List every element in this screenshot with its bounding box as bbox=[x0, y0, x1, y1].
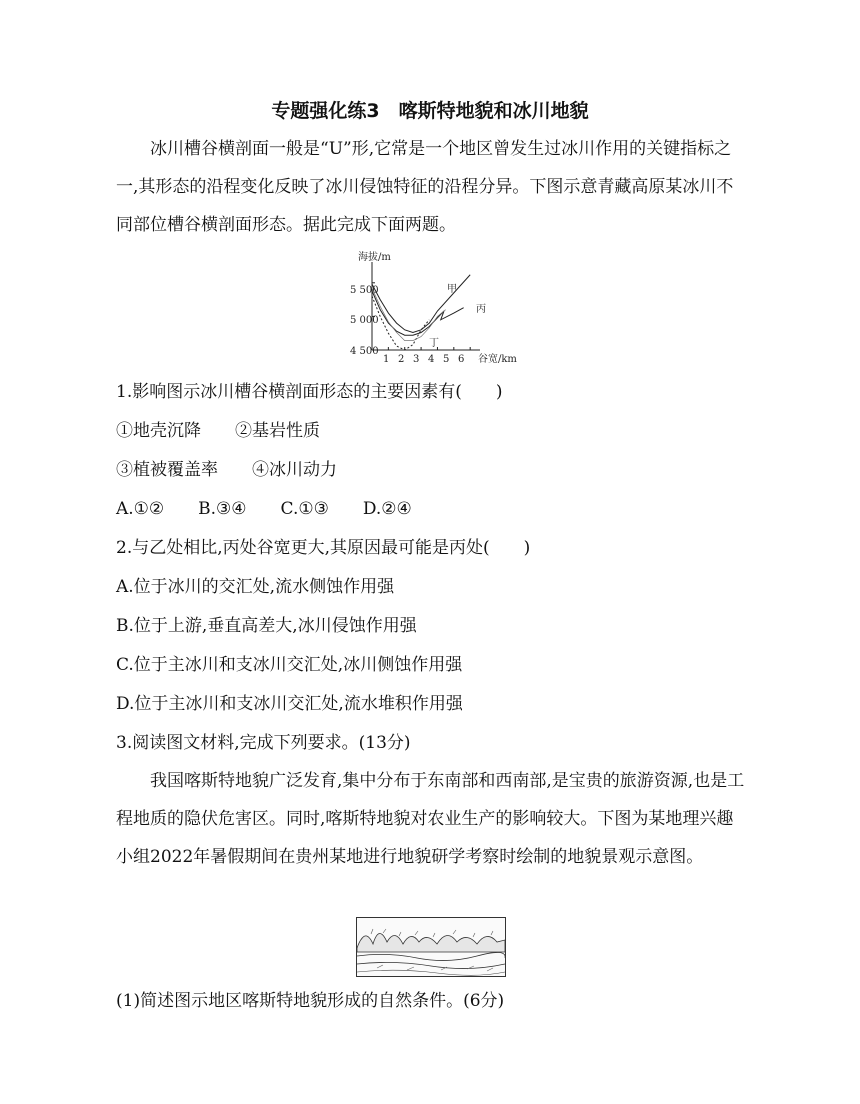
x-tick-label: 6 bbox=[458, 354, 465, 365]
question-1-items: ①地壳沉降 ②基岩性质 bbox=[116, 421, 320, 441]
page-title: 专题强化练3 喀斯特地貌和冰川地貌 bbox=[271, 100, 589, 122]
valley-profile-chart bbox=[350, 248, 540, 368]
series-label-bing: 丙 bbox=[476, 304, 486, 315]
x-axis-label: 谷宽/km bbox=[478, 354, 517, 365]
question-1-stem: 1.影响图示冰川槽谷横剖面形态的主要因素有( ) bbox=[116, 382, 503, 402]
question-3-sub-1: (1)简述图示地区喀斯特地貌形成的自然条件。(6分) bbox=[116, 991, 505, 1011]
y-axis-label: 海拔/m bbox=[358, 252, 391, 263]
question-2-option-a: A.位于冰川的交汇处,流水侧蚀作用强 bbox=[116, 577, 395, 597]
x-tick-label: 1 bbox=[383, 354, 390, 365]
question-2-option-b: B.位于上游,垂直高差大,冰川侵蚀作用强 bbox=[116, 616, 417, 636]
series-line-2 bbox=[372, 296, 429, 350]
y-tick-label: 5 500 bbox=[350, 285, 379, 296]
question-1-items: ③植被覆盖率 ④冰川动力 bbox=[116, 460, 337, 480]
question-2-option-c: C.位于主冰川和支冰川交汇处,冰川侧蚀作用强 bbox=[116, 655, 463, 675]
series-label-jia: 甲 bbox=[447, 284, 457, 295]
series-label-ding: 丁 bbox=[429, 338, 439, 349]
karst-landscape-sketch bbox=[356, 917, 506, 977]
x-tick-label: 3 bbox=[413, 354, 420, 365]
y-tick-label: 5 000 bbox=[350, 315, 379, 326]
x-tick-label: 4 bbox=[428, 354, 435, 365]
question-3-stem: 3.阅读图文材料,完成下列要求。(13分) bbox=[116, 733, 411, 753]
question-1-options: A.①② B.③④ C.①③ D.②④ bbox=[116, 499, 412, 519]
question-2-option-d: D.位于主冰川和支冰川交汇处,流水堆积作用强 bbox=[116, 694, 463, 714]
intro-paragraph: 冰川槽谷横剖面一般是“U”形,它常是一个地区曾发生过冰川作用的关键指标之一,其形态的沿程变化反映了冰川侵蚀特征的沿程分异。下图示意青藏高原某冰川不同部位槽谷横剖面形态。据此完成下面两题。 bbox=[116, 139, 734, 235]
y-tick-label: 4 500 bbox=[350, 346, 379, 357]
question-2-stem: 2.与乙处相比,丙处谷宽更大,其原因最可能是丙处( ) bbox=[116, 538, 531, 558]
question-3-material: 我国喀斯特地貌广泛发育,集中分布于东南部和西南部,是宝贵的旅游资源,也是工程地质的隐伏危害区。同时,喀斯特地貌对农业生产的影响较大。下图为某地理兴趣小组2022年暑假期间在贵州某地进行地貌研学考察时绘制的地貌景观示意图。 bbox=[116, 771, 745, 867]
x-tick-label: 5 bbox=[443, 354, 450, 365]
x-tick-label: 2 bbox=[398, 354, 405, 365]
